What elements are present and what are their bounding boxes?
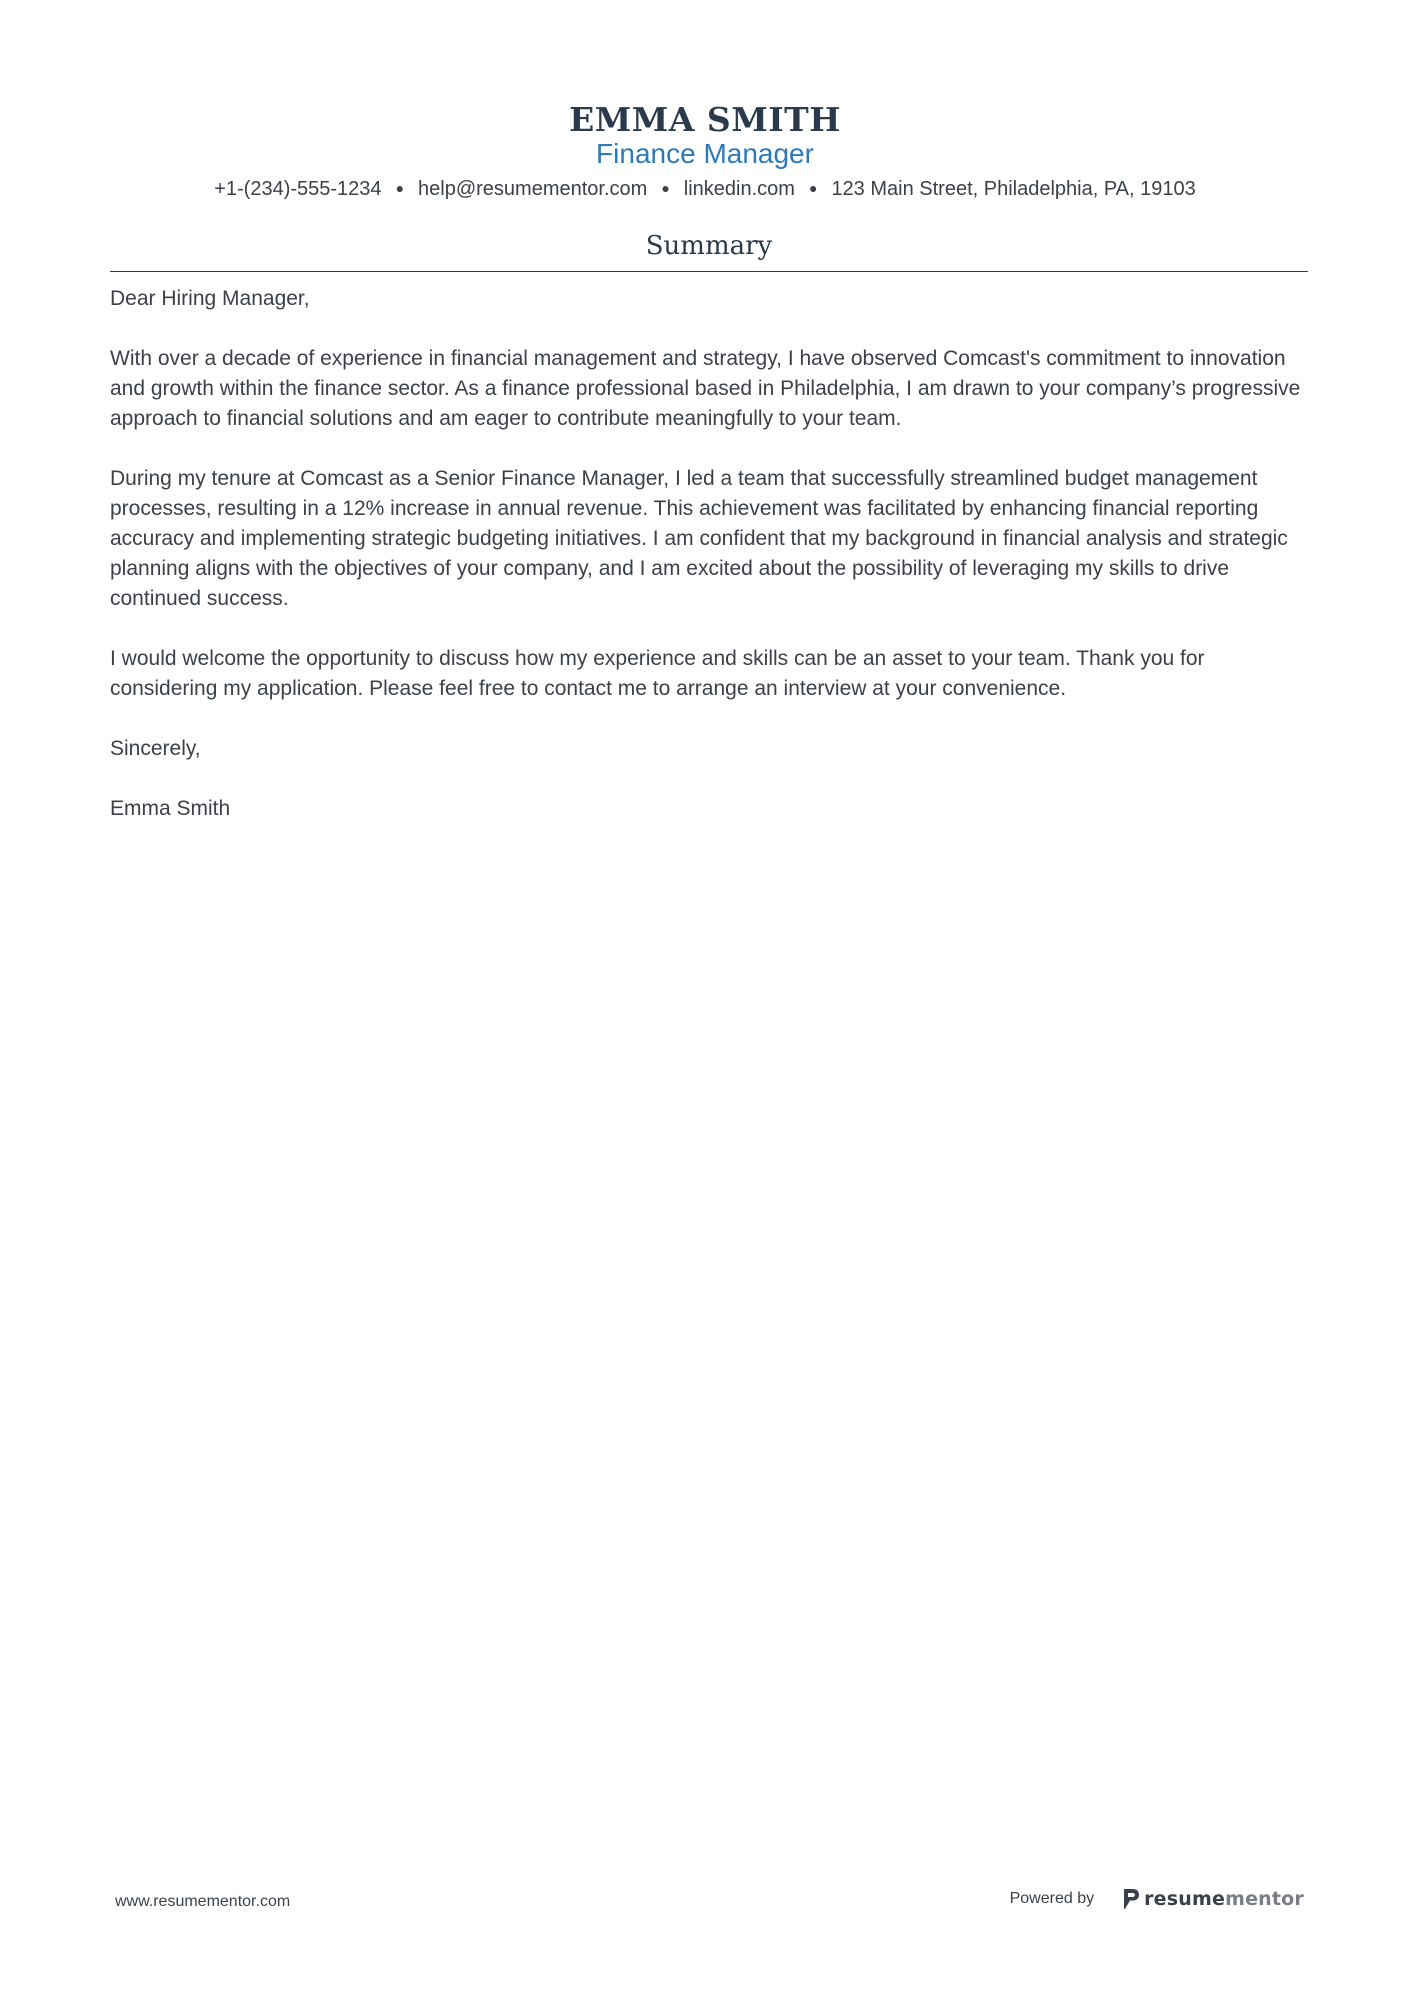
- job-title: Finance Manager: [596, 138, 814, 169]
- contact-email[interactable]: help@resumementor.com: [418, 178, 648, 200]
- footer-website-link[interactable]: www.resumementor.com: [115, 1893, 291, 1910]
- contact-line: [0, 174, 1410, 203]
- resumementor-logo-text: [1144, 1888, 1304, 1910]
- contact-phone: +1-(234)-555-1234: [214, 178, 382, 200]
- resumementor-logo[interactable]: [1122, 1888, 1304, 1910]
- resumementor-logo-icon: [1122, 1888, 1140, 1910]
- brand-text-resume: resume: [1144, 1888, 1226, 1910]
- letter-body: [110, 284, 1310, 854]
- letter-greeting: Dear Hiring Manager,: [110, 287, 310, 310]
- footer-branding: [1010, 1888, 1304, 1910]
- bullet-separator: ●: [661, 180, 670, 196]
- powered-by-label: Powered by: [1009, 1890, 1095, 1907]
- letter-closing: Sincerely,: [110, 737, 201, 760]
- letter-paragraph: During my tenure at Comcast as a Senior Finance Manager, I led a team that successfully streamlined budget management processes, resulting in a 12% increase in annual revenue. This achievement was facilitated by enhancing financial reporting accuracy and implementing strategic budgeting initiatives. I am confident that my background in financial analysis and strategic planning aligns with the objectives of your company, and I am excited about the possibility of leveraging my skills to drive continued success.: [110, 467, 1288, 610]
- bullet-separator: ●: [808, 180, 818, 196]
- letter-paragraph: With over a decade of experience in financial management and strategy, I have observed Comcast's commitment to innovation and growth within the finance sector. As a finance professional based in Philadelphia, I am drawn to your company’s progressive approach to financial solutions and am eager to contribute meaningfully to your team.: [110, 347, 1301, 430]
- letter-paragraph: I would welcome the opportunity to discuss how my experience and skills can be an asset to your team. Thank you for considering my application. Please feel free to contact me to arrange an interview at your convenience.: [110, 647, 1205, 700]
- contact-linkedin[interactable]: linkedin.com: [683, 178, 795, 200]
- brand-text-mentor: mentor: [1225, 1888, 1304, 1910]
- bullet-separator: ●: [395, 180, 405, 196]
- section-divider: [110, 271, 1308, 272]
- candidate-name: EMMA SMITH: [569, 100, 841, 139]
- letter-signature: Emma Smith: [110, 797, 231, 820]
- section-title: Summary: [645, 231, 773, 261]
- contact-address: 123 Main Street, Philadelphia, PA, 19103: [831, 178, 1196, 200]
- header: [0, 100, 1410, 203]
